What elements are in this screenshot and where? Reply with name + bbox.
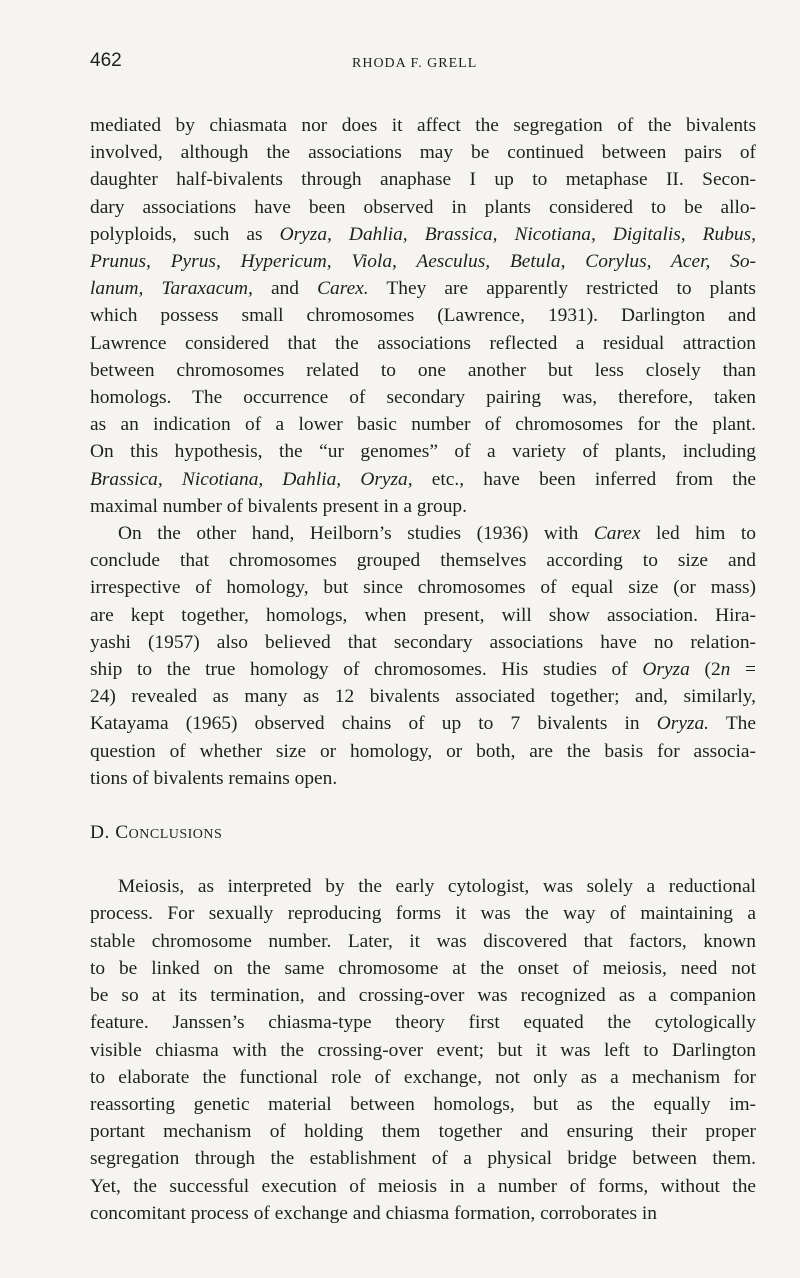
text-run: They are apparently restricted to plants bbox=[368, 278, 756, 300]
text-run: On the other hand, Heilborn’s studies (1936) with bbox=[118, 523, 594, 545]
text-run: and bbox=[252, 278, 318, 300]
text-run: tions of bivalents remains open. bbox=[90, 767, 338, 789]
text-line bbox=[90, 330, 756, 357]
text-run: daughter half-bivalents through anaphase I up to metaphase II. Secon- bbox=[90, 169, 756, 191]
body-text bbox=[90, 112, 756, 1227]
text-line bbox=[90, 166, 756, 193]
text-run: Lawrence considered that the associations reflected a residual attraction bbox=[90, 332, 756, 354]
italic-run: Carex. bbox=[317, 278, 369, 300]
text-line bbox=[90, 1173, 756, 1200]
text-line bbox=[90, 221, 756, 248]
text-run: which possess small chromosomes (Lawrence, 1931). Darlington and bbox=[90, 305, 756, 327]
text-run: 24) revealed as many as 12 bivalents associated together; and, similarly, bbox=[90, 686, 756, 708]
text-run: (2 bbox=[689, 659, 721, 681]
text-line bbox=[90, 1091, 756, 1118]
text-run: led him to bbox=[640, 523, 756, 545]
text-run: maximal number of bivalents present in a group. bbox=[90, 495, 467, 517]
text-line bbox=[90, 302, 756, 329]
text-run: yashi (1957) also believed that secondary associations have no relation- bbox=[90, 631, 756, 653]
text-line bbox=[90, 1145, 756, 1172]
running-head: RHODA F. GRELL bbox=[352, 56, 478, 71]
paragraph-1 bbox=[90, 112, 756, 520]
text-run: reassorting genetic material between homologs, but as the equally im- bbox=[90, 1093, 756, 1115]
text-run: segregation through the establishment of a physical bridge between them. bbox=[90, 1148, 756, 1170]
text-line bbox=[90, 738, 756, 765]
section-gap-2 bbox=[90, 846, 756, 873]
text-line bbox=[90, 275, 756, 302]
text-run: visible chiasma with the crossing-over event; but it was left to Darlington bbox=[90, 1039, 756, 1061]
text-run: ship to the true homology of chromosomes. His studies of bbox=[90, 659, 643, 681]
section-heading: D. Conclusions bbox=[90, 822, 223, 844]
text-line bbox=[90, 982, 756, 1009]
paragraph-3 bbox=[90, 873, 756, 1227]
italic-run: Oryza, Dahlia, Brassica, Nicotiana, Digitalis, Rubus, bbox=[279, 223, 756, 245]
text-line bbox=[90, 1064, 756, 1091]
text-run: conclude that chromosomes grouped themselves according to size and bbox=[90, 550, 756, 572]
text-run: portant mechanism of holding them together and ensuring their proper bbox=[90, 1121, 756, 1143]
text-run: The bbox=[709, 713, 756, 735]
text-line bbox=[90, 955, 756, 982]
text-line bbox=[90, 656, 756, 683]
italic-run: Oryza bbox=[642, 659, 690, 681]
page-header bbox=[90, 50, 750, 80]
text-line bbox=[90, 765, 756, 792]
text-run: On this hypothesis, the “ur genomes” of a variety of plants, including bbox=[90, 441, 756, 463]
text-line bbox=[90, 873, 756, 900]
text-run: dary associations have been observed in plants considered to be allo- bbox=[90, 196, 756, 218]
text-run: concomitant process of exchange and chiasma formation, corroborates in bbox=[90, 1202, 657, 1224]
text-line bbox=[90, 629, 756, 656]
text-run: stable chromosome number. Later, it was discovered that factors, known bbox=[90, 930, 756, 952]
italic-run: Brassica, Nicotiana, Dahlia, Oryza, bbox=[90, 468, 413, 490]
italic-run: n bbox=[720, 659, 731, 681]
text-run: to be linked on the same chromosome at the onset of meiosis, need not bbox=[90, 957, 756, 979]
text-line bbox=[90, 520, 756, 547]
text-line bbox=[90, 194, 756, 221]
text-line bbox=[90, 384, 756, 411]
italic-run: Prunus, Pyrus, Hypericum, Viola, Aesculus, Betula, Corylus, Acer, So- bbox=[90, 251, 756, 273]
text-line bbox=[90, 411, 756, 438]
text-run: process. For sexually reproducing forms it was the way of maintaining a bbox=[90, 903, 756, 925]
text-run: be so at its termination, and crossing-over was recognized as a companion bbox=[90, 985, 756, 1007]
text-line bbox=[90, 248, 756, 275]
text-line bbox=[90, 574, 756, 601]
text-run: irrespective of homology, but since chromosomes of equal size (or mass) bbox=[90, 577, 756, 599]
text-line bbox=[90, 547, 756, 574]
paragraph-2 bbox=[90, 520, 756, 792]
text-line bbox=[90, 1118, 756, 1145]
text-run: question of whether size or homology, or both, are the basis for associa- bbox=[90, 740, 756, 762]
text-line bbox=[90, 466, 756, 493]
text-run: Yet, the successful execution of meiosis in a number of forms, without the bbox=[90, 1175, 756, 1197]
text-run: etc., have been inferred from the bbox=[412, 468, 756, 490]
text-run: Meiosis, as interpreted by the early cytologist, was solely a reductional bbox=[118, 876, 756, 898]
text-line bbox=[90, 1009, 756, 1036]
text-run: feature. Janssen’s chiasma-type theory first equated the cytologically bbox=[90, 1012, 756, 1034]
text-line bbox=[90, 438, 756, 465]
text-run: = bbox=[730, 659, 756, 681]
text-line bbox=[90, 602, 756, 629]
text-run: mediated by chiasmata nor does it affect the segregation of the bivalents bbox=[90, 115, 756, 136]
text-run: to elaborate the functional role of exchange, not only as a mechanism for bbox=[90, 1066, 756, 1088]
section-gap bbox=[90, 792, 756, 819]
italic-run: Oryza. bbox=[656, 713, 710, 735]
text-run: between chromosomes related to one another but less closely than bbox=[90, 359, 756, 381]
text-line bbox=[90, 357, 756, 384]
text-line bbox=[90, 1037, 756, 1064]
text-line bbox=[90, 900, 756, 927]
text-line bbox=[90, 139, 756, 166]
text-line bbox=[90, 1200, 756, 1227]
text-run: involved, although the associations may be continued between pairs of bbox=[90, 142, 756, 164]
text-run: homologs. The occurrence of secondary pairing was, therefore, taken bbox=[90, 387, 756, 409]
text-line bbox=[90, 112, 756, 139]
italic-run: lanum, Taraxacum, bbox=[90, 278, 253, 300]
text-line bbox=[90, 710, 756, 737]
page-number: 462 bbox=[90, 50, 122, 71]
text-line bbox=[90, 683, 756, 710]
text-line bbox=[90, 493, 756, 520]
text-run: as an indication of a lower basic number of chromosomes for the plant. bbox=[90, 414, 756, 436]
text-line bbox=[90, 928, 756, 955]
text-run: polyploids, such as bbox=[90, 223, 280, 245]
italic-run: Carex bbox=[593, 523, 641, 545]
text-run: Katayama (1965) observed chains of up to 7 bivalents in bbox=[90, 713, 657, 735]
text-run: are kept together, homologs, when present, will show association. Hira- bbox=[90, 604, 756, 626]
